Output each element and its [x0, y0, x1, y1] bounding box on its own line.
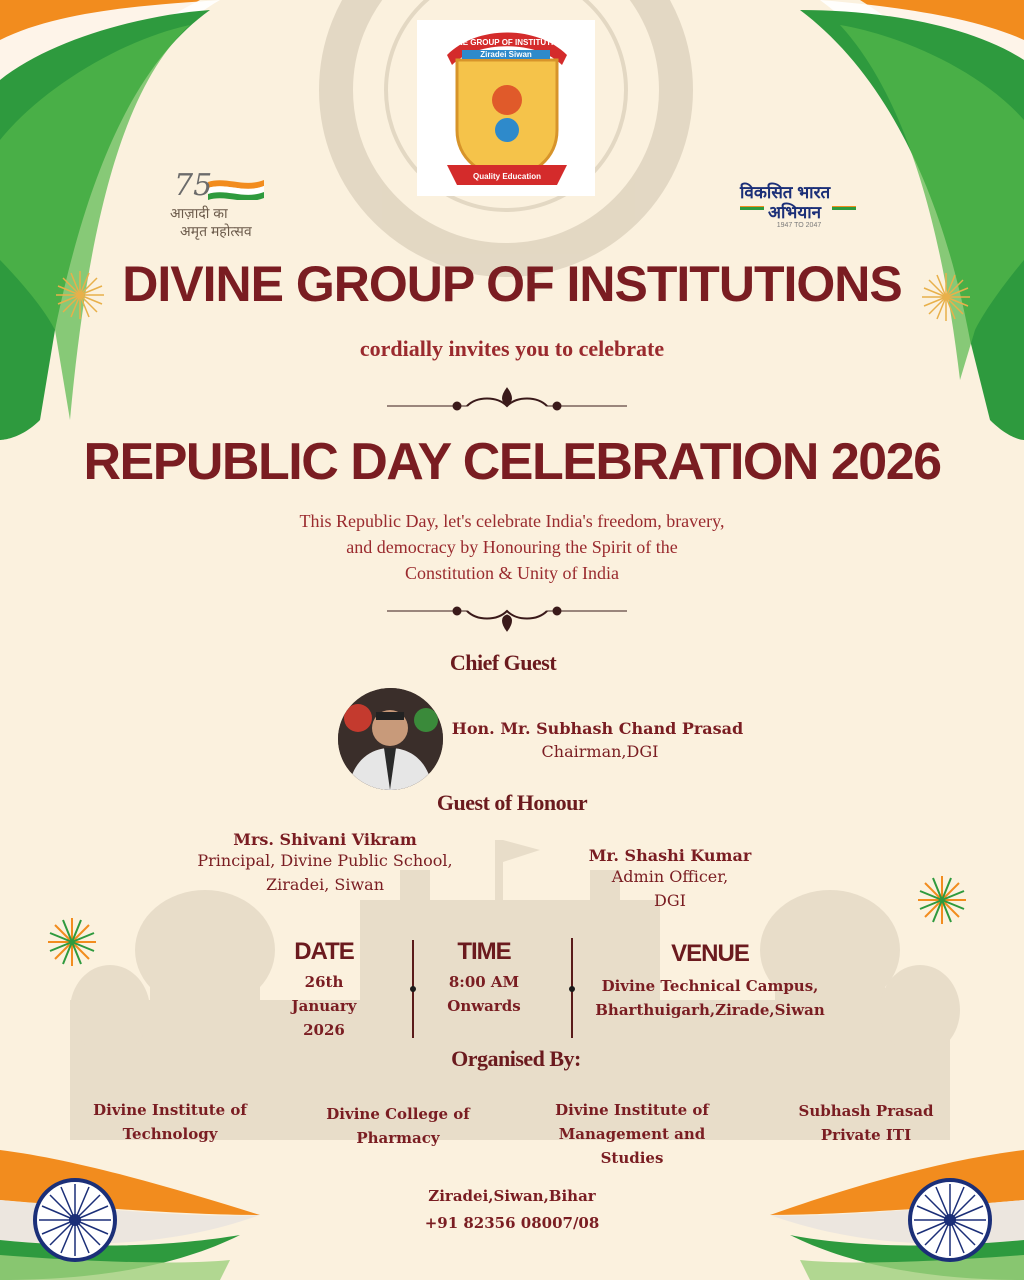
org-line: Studies — [600, 1149, 664, 1167]
invite-text: cordially invites you to celebrate — [359, 336, 665, 361]
description-line: and democracy by Honouring the Spirit of the — [346, 537, 678, 557]
venue-block — [588, 940, 832, 1022]
logo-arc-text: DIVINE GROUP OF INSTITUTIONS — [441, 38, 571, 47]
venue-label: VENUE — [671, 940, 749, 967]
description-line: This Republic Day, let's celebrate India's freedom, bravery, — [299, 511, 725, 531]
org-line: Subhash Prasad — [798, 1102, 934, 1120]
time-line: 8:00 AM — [448, 973, 520, 991]
footer-phone: +91 82356 08007/08 — [424, 1214, 600, 1232]
org-item — [532, 1098, 732, 1170]
organised-by-heading: Organised By: — [451, 1046, 581, 1071]
org-line: Management and — [558, 1125, 706, 1143]
chief-guest-name: Hon. Mr. Subhash Chand Prasad — [451, 719, 744, 738]
org-line: Divine Institute of — [555, 1101, 709, 1119]
firework-mid-left-icon — [48, 918, 96, 966]
date-line: January — [291, 997, 357, 1015]
institution-logo — [417, 20, 595, 196]
guest-of-honour-heading: Guest of Honour — [436, 790, 588, 815]
date-block — [264, 938, 384, 1042]
ornament-divider-top — [387, 388, 627, 410]
guest-card-1 — [180, 830, 470, 897]
logo-ribbon-text: Quality Education — [472, 172, 541, 181]
guest-name: Mr. Shashi Kumar — [588, 846, 752, 865]
org-line: Private ITI — [820, 1126, 912, 1144]
description-line: Constitution & Unity of India — [405, 563, 619, 583]
event-title: REPUBLIC DAY CELEBRATION 2026 — [83, 433, 941, 491]
time-line: Onwards — [447, 997, 521, 1015]
org-line: Divine College of — [326, 1105, 470, 1123]
org-line: Divine Institute of — [93, 1101, 247, 1119]
venue-line: Divine Technical Campus, — [601, 977, 819, 995]
org-item — [300, 1102, 496, 1150]
chief-guest-heading: Chief Guest — [449, 650, 557, 675]
firework-mid-right-icon — [918, 876, 966, 924]
time-block — [424, 938, 544, 1018]
org-item — [770, 1099, 962, 1147]
guest-card-2 — [580, 846, 760, 913]
guest-role-line: Principal, Divine Public School, — [197, 851, 453, 870]
tricolor-flag-icon — [208, 178, 264, 200]
guest-role-line: DGI — [654, 891, 686, 910]
badge-line2: अमृत महोत्सव — [180, 223, 252, 239]
guest-name: Mrs. Shivani Vikram — [233, 830, 417, 849]
viksit-stripe-left — [740, 206, 764, 210]
time-label: TIME — [457, 938, 511, 965]
badge-line1: आज़ादी का — [170, 205, 228, 221]
org-line: Pharmacy — [356, 1129, 440, 1147]
ornament-divider-bottom — [387, 607, 627, 631]
date-line: 2026 — [303, 1021, 345, 1039]
chief-guest-role: Chairman,DGI — [541, 742, 659, 761]
viksit-years: 1947 TO 2047 — [776, 222, 822, 229]
divider-dot — [410, 986, 416, 992]
footer-address: Ziradei,Siwan,Bihar — [428, 1187, 596, 1205]
viksit-stripe-right — [832, 206, 856, 210]
org-line: Technology — [122, 1125, 218, 1143]
org-item — [70, 1098, 270, 1146]
azadi-badge — [168, 170, 278, 240]
guest-role-line: Admin Officer, — [611, 867, 729, 886]
viksit-line2: अभियान — [768, 203, 822, 222]
chief-guest-avatar — [338, 688, 443, 790]
venue-line: Bharthuigarh,Zirade,Siwan — [595, 1001, 825, 1019]
badge-number: 75 — [174, 168, 213, 203]
date-label: DATE — [294, 938, 354, 965]
divider-dot — [569, 986, 575, 992]
viksit-line1: विकसित भारत — [740, 183, 831, 202]
date-line: 26th — [304, 973, 344, 991]
logo-sub-text: Ziradei Siwan — [462, 50, 550, 59]
page-title: DIVINE GROUP OF INSTITUTIONS — [122, 256, 902, 312]
guest-role-line: Ziradei, Siwan — [265, 875, 385, 894]
event-description — [212, 508, 812, 586]
viksit-bharat-badge — [740, 180, 860, 236]
